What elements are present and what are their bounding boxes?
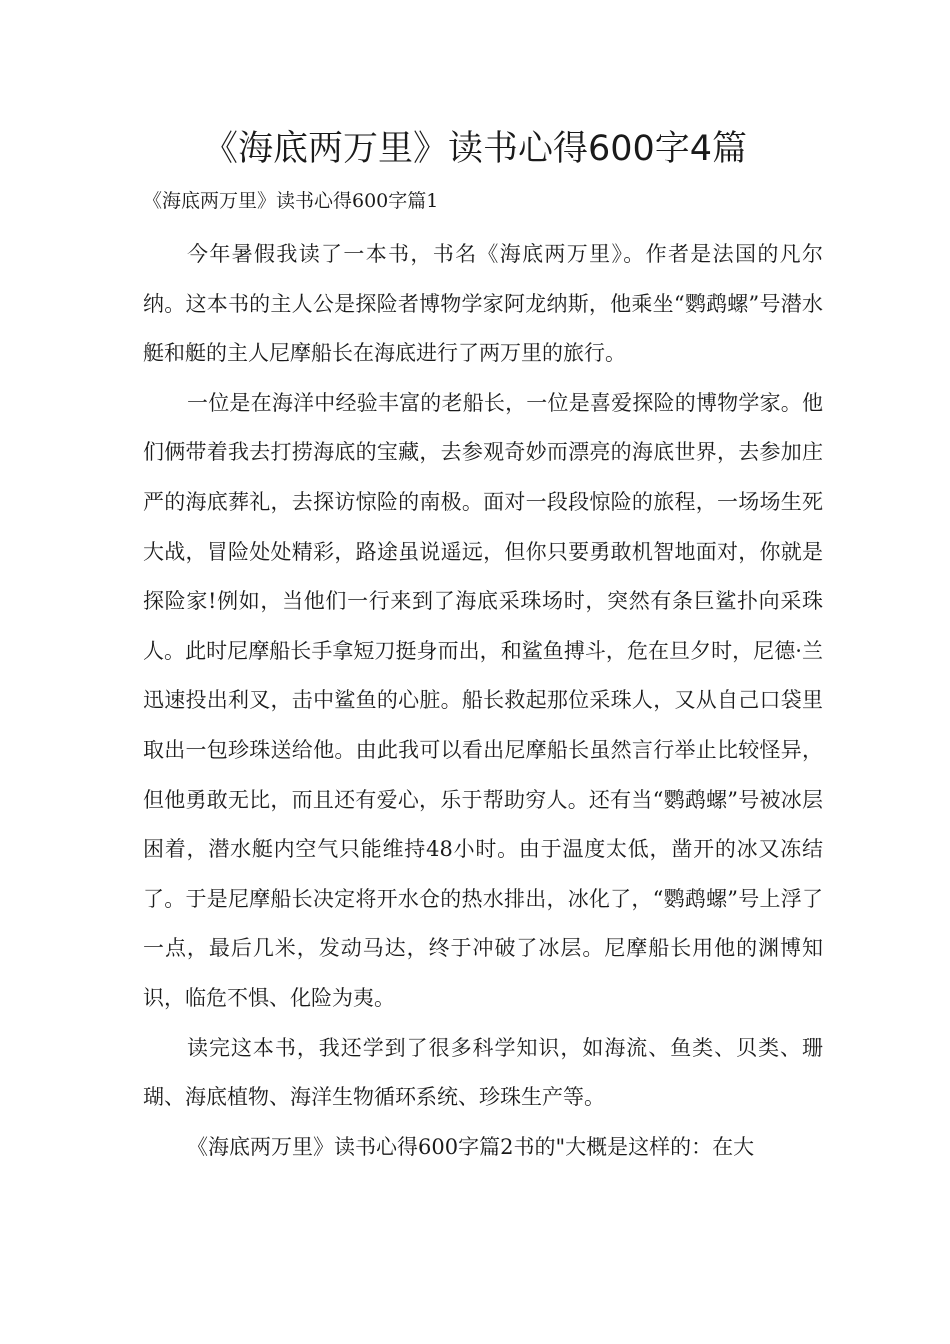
paragraph-2: 一位是在海洋中经验丰富的老船长，一位是喜爱探险的博物学家。他们俩带着我去打捞海底的宝藏，去参观奇妙而漂亮的海底世界，去参加庄严的海底葬礼，去探访惊险的南极。面对一段段惊险的旅程，一场场生死大战，冒险处处精彩，路途虽说遥远，但你只要勇敢机智地面对，你就是探险家!例如，当他们一行来到了海底采珠场时，突然有条巨鲨扑向采珠人。此时尼摩船长手拿短刀挺身而出，和鲨鱼搏斗，危在旦夕时，尼德·兰迅速投出利叉，击中鲨鱼的心脏。船长救起那位采珠人，又从自己口袋里取出一包珍珠送给他。由此我可以看出尼摩船长虽然言行举止比较怪异，但他勇敢无比，而且还有爱心，乐于帮助穷人。还有当“鹦鹉螺”号被冰层困着，潜水艇内空气只能维持48小时。由于温度太低，凿开的冰又冻结了。于是尼摩船长决定将开水仓的热水排出，冰化了，“鹦鹉螺”号上浮了一点，最后几米，发动马达，终于冲破了冰层。尼摩船长用他的渊博知识，临危不惧、化险为夷。: [143, 390, 823, 1010]
document-title: 《海底两万里》读书心得600字4篇: [202, 129, 748, 169]
paragraph-3: 读完这本书，我还学到了很多科学知识，如海流、鱼类、贝类、珊瑚、海底植物、海洋生物循环系统、珍珠生产等。: [143, 1035, 823, 1110]
document-body: [143, 230, 823, 1172]
paragraph-4: 《海底两万里》读书心得600字篇2书的"大概是这样的：在大: [187, 1134, 755, 1159]
section-heading: 《海底两万里》读书心得600字篇1: [143, 190, 439, 212]
paragraph-1: 今年暑假我读了一本书，书名《海底两万里》。作者是法国的凡尔纳。这本书的主人公是探险者博物学家阿龙纳斯，他乘坐“鹦鹉螺”号潜水艇和艇的主人尼摩船长在海底进行了两万里的旅行。: [143, 242, 823, 366]
